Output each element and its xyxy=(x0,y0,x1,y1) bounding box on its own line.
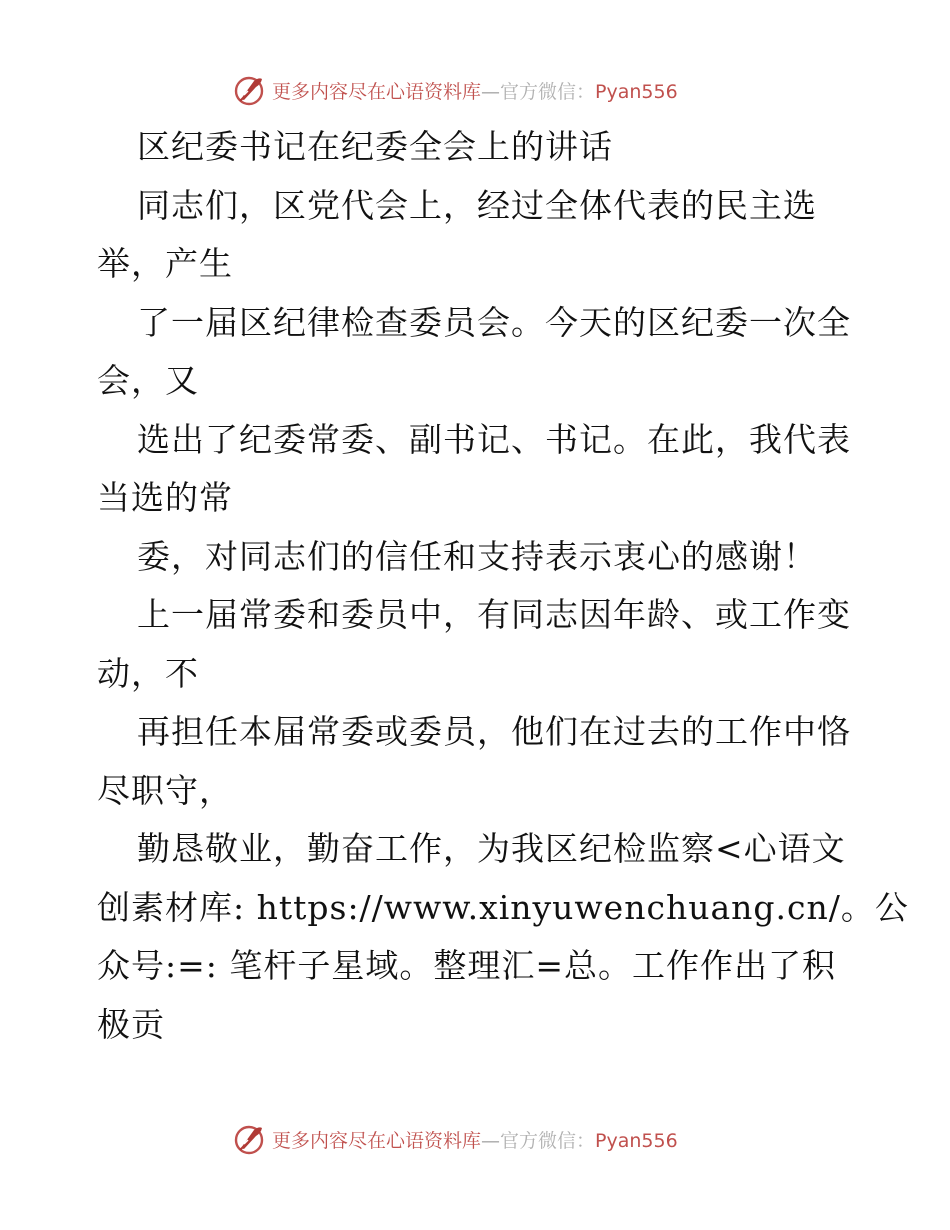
header-banner xyxy=(232,73,678,107)
document-line: 委，对同志们的信任和支持表示衷心的感谢！ xyxy=(137,536,817,576)
document-line: 众号:=: 笔杆子星域。整理汇=总。工作作出了积 xyxy=(97,946,837,985)
footer-wechat-id: Pyan556 xyxy=(595,1129,678,1152)
document-line: 动，不 xyxy=(97,653,199,693)
header-separator: — xyxy=(481,80,501,103)
document-line: 再担任本届常委或委员，他们在过去的工作中恪 xyxy=(137,712,851,751)
footer-wechat-label: 官方微信： xyxy=(500,1129,596,1152)
header-text-group xyxy=(272,77,678,104)
footer-slogan: 更多内容尽在心语资料库 xyxy=(272,1129,482,1152)
document-line: 了一届区纪律检查委员会。今天的区纪委一次全 xyxy=(137,302,851,342)
header-wechat-label: 官方微信： xyxy=(500,80,596,103)
document-line: 举，产生 xyxy=(97,244,233,283)
document-line: 勤恳敬业，勤奋工作，为我区纪检监察<心语文 xyxy=(137,829,846,868)
document-line: 选出了纪委常委、副书记、书记。在此，我代表 xyxy=(137,419,851,459)
document-line: 极贡 xyxy=(97,1004,165,1044)
document-line: 会，又 xyxy=(97,361,199,400)
document-line: 创素材库: https://www.xinyuwenchuang.cn/。公 xyxy=(97,887,909,927)
quill-pen-logo-icon xyxy=(232,73,266,107)
footer-banner xyxy=(232,1122,678,1156)
quill-pen-logo-icon xyxy=(232,1122,266,1156)
footer-separator: — xyxy=(481,1129,501,1152)
document-line: 同志们，区党代会上，经过全体代表的民主选 xyxy=(137,185,817,225)
document-line: 当选的常 xyxy=(97,478,233,517)
header-wechat-id: Pyan556 xyxy=(595,80,678,103)
header-slogan: 更多内容尽在心语资料库 xyxy=(272,80,482,103)
document-line: 尽职守， xyxy=(97,770,233,810)
document-line: 上一届常委和委员中，有同志因年龄、或工作变 xyxy=(137,595,851,634)
document-body xyxy=(97,118,909,1054)
document-line: 区纪委书记在纪委全会上的讲话 xyxy=(137,127,613,166)
footer-text-group xyxy=(272,1126,678,1153)
